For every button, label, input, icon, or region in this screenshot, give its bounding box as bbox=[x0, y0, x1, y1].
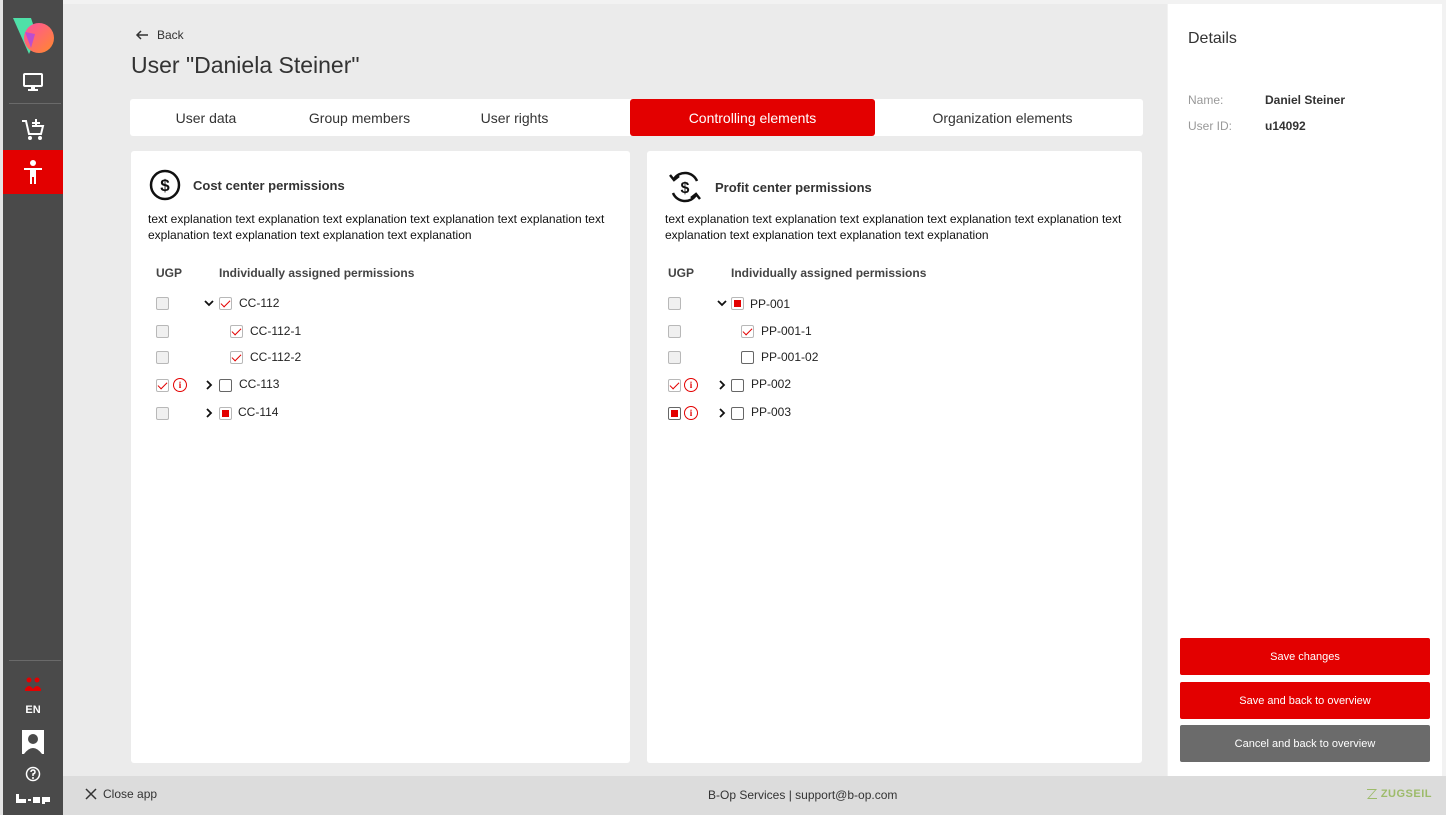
cost-center-title: Cost center permissions bbox=[193, 177, 345, 193]
name-value: Daniel Steiner bbox=[1265, 93, 1346, 107]
ugp-checkbox-pp-001-1[interactable] bbox=[668, 325, 681, 338]
permission-checkbox-cc-113[interactable] bbox=[219, 379, 232, 392]
ugp-checkbox-cc-112-2[interactable] bbox=[156, 351, 169, 364]
profit-center-panel bbox=[647, 151, 1142, 763]
tab-organization-elements[interactable]: Organization elements bbox=[932, 109, 1073, 126]
cost-center-ugp-header: UGP bbox=[156, 266, 183, 280]
sidebar-item-users[interactable] bbox=[3, 150, 63, 194]
permission-checkbox-pp-001-02[interactable] bbox=[741, 351, 754, 364]
profit-center-ugp-header: UGP bbox=[668, 266, 695, 280]
permission-checkbox-cc-112-1[interactable] bbox=[230, 325, 243, 338]
ugp-checkbox-cc-112-1[interactable] bbox=[156, 325, 169, 338]
tree-item-label: CC-113 bbox=[239, 377, 280, 391]
tab-group-members[interactable]: Group members bbox=[308, 109, 411, 126]
zugseil-brand-text: ZUGSEIL bbox=[1380, 788, 1432, 800]
help-icon bbox=[25, 766, 41, 782]
zugseil-logo bbox=[1366, 788, 1432, 800]
permission-checkbox-cc-112[interactable] bbox=[219, 297, 232, 310]
tab-controlling-elements[interactable]: Controlling elements bbox=[630, 99, 875, 136]
sidebar-item-cart[interactable] bbox=[3, 108, 63, 152]
ugp-checkbox-cc-113[interactable] bbox=[156, 379, 169, 392]
footer-bar bbox=[63, 776, 1446, 815]
svg-text:$: $ bbox=[160, 176, 170, 195]
tab-user-data[interactable]: User data bbox=[175, 109, 237, 126]
profit-center-header bbox=[667, 169, 872, 205]
tree-item-label: PP-002 bbox=[751, 377, 792, 391]
tree-item-label: CC-112 bbox=[239, 296, 280, 310]
ugp-checkbox-pp-003[interactable] bbox=[668, 407, 681, 420]
tab-bar bbox=[130, 99, 1143, 136]
main-content bbox=[63, 4, 1167, 776]
svg-text:$: $ bbox=[680, 180, 690, 197]
chevron-right-icon[interactable] bbox=[203, 379, 215, 391]
permission-checkbox-pp-001-1[interactable] bbox=[741, 325, 754, 338]
ugp-checkbox-pp-001-02[interactable] bbox=[668, 351, 681, 364]
app-logo[interactable] bbox=[11, 14, 57, 56]
group-icon bbox=[24, 675, 42, 693]
cost-center-header bbox=[149, 169, 345, 201]
avatar-icon bbox=[22, 730, 44, 754]
profit-center-individual-header: Individually assigned permissions bbox=[731, 266, 927, 280]
back-link[interactable] bbox=[135, 28, 184, 42]
user-id-label: User ID: bbox=[1188, 119, 1233, 133]
ugp-checkbox-pp-001[interactable] bbox=[668, 297, 681, 310]
info-icon[interactable]: i bbox=[684, 378, 698, 392]
permission-checkbox-pp-002[interactable] bbox=[731, 379, 744, 392]
cost-center-individual-header: Individually assigned permissions bbox=[219, 266, 415, 280]
permission-checkbox-pp-001[interactable] bbox=[731, 297, 744, 310]
chevron-right-icon[interactable] bbox=[716, 379, 728, 391]
tree-item-label: CC-112-2 bbox=[250, 350, 302, 364]
user-id-value: u14092 bbox=[1265, 119, 1306, 133]
bop-logo bbox=[3, 786, 63, 812]
chevron-down-icon[interactable] bbox=[203, 297, 215, 309]
ugp-checkbox-cc-112[interactable] bbox=[156, 297, 169, 310]
bop-logo-icon bbox=[16, 794, 50, 804]
tree-item-label: CC-112-1 bbox=[250, 324, 302, 338]
profit-center-title: Profit center permissions bbox=[715, 179, 872, 195]
cost-center-description: text explanation text explanation text explanation text explanation text explanation text explanation text explanation text explanation text explanation bbox=[148, 212, 605, 242]
close-app-label: Close app bbox=[103, 787, 158, 801]
save-and-back-button[interactable]: Save and back to overview bbox=[1180, 682, 1430, 719]
permission-checkbox-cc-114[interactable] bbox=[219, 407, 232, 420]
info-icon[interactable]: i bbox=[684, 406, 698, 420]
page-title: User "Daniela Steiner" bbox=[131, 52, 360, 78]
zugseil-z-icon bbox=[1366, 788, 1378, 800]
tree-item-label: PP-001-1 bbox=[761, 324, 812, 338]
tree-item-label: PP-001 bbox=[750, 297, 791, 311]
ugp-checkbox-pp-002[interactable] bbox=[668, 379, 681, 392]
cancel-and-back-button[interactable]: Cancel and back to overview bbox=[1180, 725, 1430, 762]
name-label: Name: bbox=[1188, 93, 1224, 107]
close-app-button[interactable] bbox=[85, 787, 157, 801]
cost-center-panel bbox=[131, 151, 630, 763]
chevron-right-icon[interactable] bbox=[716, 407, 728, 419]
details-panel bbox=[1168, 4, 1442, 776]
add-to-cart-icon bbox=[20, 117, 46, 143]
close-icon bbox=[85, 788, 97, 800]
sidebar-item-desktop[interactable] bbox=[3, 60, 63, 104]
tree-item-label: PP-001-02 bbox=[761, 350, 819, 364]
tab-user-rights[interactable]: User rights bbox=[480, 109, 549, 126]
permission-checkbox-pp-003[interactable] bbox=[731, 407, 744, 420]
back-label: Back bbox=[157, 28, 184, 42]
tree-item-label: CC-114 bbox=[238, 405, 279, 419]
accessibility-person-icon bbox=[22, 159, 44, 185]
monitor-icon bbox=[22, 72, 44, 92]
dollar-refresh-icon bbox=[667, 169, 703, 205]
chevron-right-icon[interactable] bbox=[203, 407, 215, 419]
dollar-circle-icon bbox=[149, 169, 181, 201]
chevron-down-icon[interactable] bbox=[716, 297, 728, 309]
info-icon[interactable]: i bbox=[173, 378, 187, 392]
permission-checkbox-cc-112-2[interactable] bbox=[230, 351, 243, 364]
app-sidebar bbox=[0, 0, 63, 815]
details-title: Details bbox=[1188, 30, 1237, 47]
arrow-left-icon bbox=[135, 30, 149, 40]
save-changes-button[interactable]: Save changes bbox=[1180, 638, 1430, 675]
tree-item-label: PP-003 bbox=[751, 405, 792, 419]
footer-support-text: B-Op Services | support@b-op.com bbox=[708, 788, 898, 802]
profit-center-description: text explanation text explanation text explanation text explanation text explanation text explanation text explanation text explanation text explanation bbox=[665, 212, 1122, 242]
language-selector[interactable]: EN bbox=[25, 704, 41, 716]
ugp-checkbox-cc-114[interactable] bbox=[156, 407, 169, 420]
sidebar-item-team[interactable] bbox=[3, 662, 63, 706]
